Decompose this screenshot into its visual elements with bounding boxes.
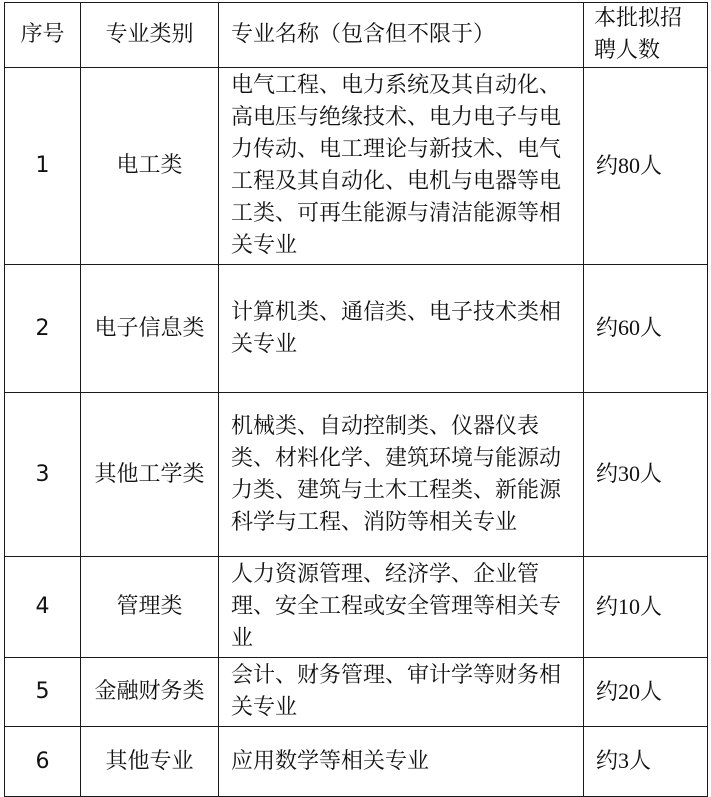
row-hiring-count: 约3人: [584, 727, 708, 797]
row-major-names: 应用数学等相关专业: [219, 727, 584, 797]
header-row: [5, 3, 708, 68]
row-major-names: 计算机类、通信类、电子技术类相关专业: [219, 265, 584, 393]
table-row: [5, 68, 708, 265]
recruitment-majors-table: [4, 2, 708, 797]
row-category: 电工类: [81, 68, 219, 265]
header-major-name: 专业名称（包含但不限于）: [219, 3, 584, 68]
table-row: [5, 557, 708, 658]
header-seq: 序号: [5, 3, 81, 68]
row-category: 电子信息类: [81, 265, 219, 393]
table-row: [5, 265, 708, 393]
table-row: [5, 727, 708, 797]
row-major-names: 人力资源管理、经济学、企业管理、安全工程或安全管理等相关专业: [219, 557, 584, 658]
row-seq: 2: [5, 265, 81, 393]
table-row: [5, 658, 708, 727]
row-category: 其他工学类: [81, 393, 219, 557]
table-row: [5, 393, 708, 557]
row-hiring-count: 约80人: [584, 68, 708, 265]
row-seq: 1: [5, 68, 81, 265]
row-major-names: 电气工程、电力系统及其自动化、高电压与绝缘技术、电力电子与电力传动、电工理论与新技术、电气工程及其自动化、电机与电器等电工类、可再生能源与清洁能源等相关专业: [219, 68, 584, 265]
row-category: 管理类: [81, 557, 219, 658]
row-hiring-count: 约60人: [584, 265, 708, 393]
row-category: 金融财务类: [81, 658, 219, 727]
row-category: 其他专业: [81, 727, 219, 797]
row-hiring-count: 约10人: [584, 557, 708, 658]
header-category: 专业类别: [81, 3, 219, 68]
row-seq: 6: [5, 727, 81, 797]
row-major-names: 机械类、自动控制类、仪器仪表类、材料化学、建筑环境与能源动力类、建筑与土木工程类、新能源科学与工程、消防等相关专业: [219, 393, 584, 557]
row-seq: 3: [5, 393, 81, 557]
row-seq: 5: [5, 658, 81, 727]
row-seq: 4: [5, 557, 81, 658]
row-major-names: 会计、财务管理、审计学等财务相关专业: [219, 658, 584, 727]
row-hiring-count: 约30人: [584, 393, 708, 557]
row-hiring-count: 约20人: [584, 658, 708, 727]
header-hiring-count: 本批拟招聘人数: [584, 3, 708, 68]
